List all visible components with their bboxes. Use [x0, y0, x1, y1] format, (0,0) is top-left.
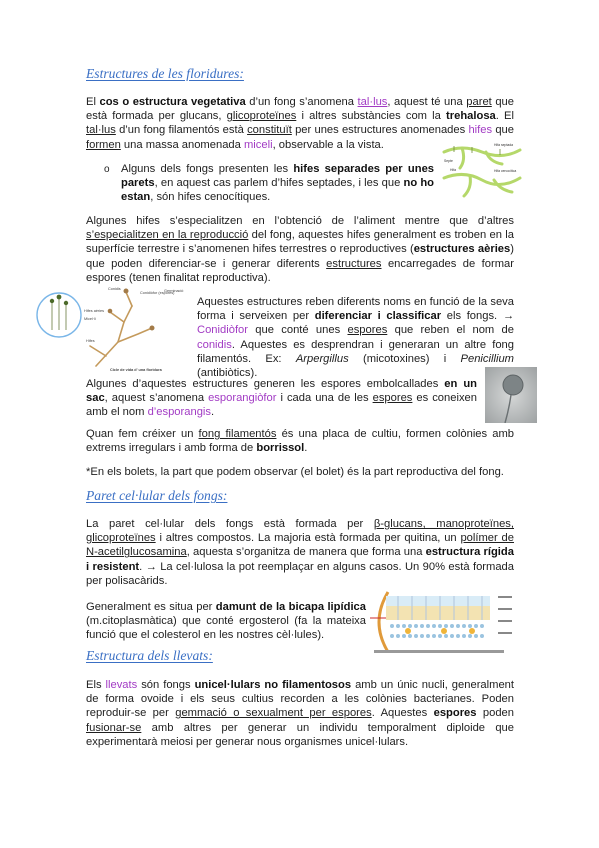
cycle-label-conidis: Conidis — [108, 287, 121, 291]
text-run: trehalosa — [446, 110, 496, 123]
text-run: hifes separades per unes parets — [121, 163, 435, 190]
text-run: , són — [150, 191, 178, 204]
text-run: d’un fong s’anomena — [245, 96, 358, 108]
text-run: , i les que — [352, 177, 404, 190]
cell-wall-figure — [368, 588, 516, 660]
hyphae-label-septe: Septe — [444, 159, 453, 163]
text-run: (antibiòtics). — [197, 367, 258, 380]
text-run: individu temporalment diploide — [319, 721, 486, 734]
text-run: El — [86, 96, 100, 108]
text-run: Generalment es situa per — [86, 601, 216, 613]
text-run: esporangiòfor — [208, 392, 277, 405]
text-run: ( — [406, 243, 414, 256]
paragraph-conidiofor — [197, 295, 514, 380]
text-run: conidis — [197, 338, 232, 351]
text-run: hifes terrestres o reproductives — [252, 243, 407, 256]
text-run: . — [304, 442, 308, 455]
mold-lifecycle-figure — [36, 282, 194, 372]
text-run: . El — [495, 110, 514, 123]
text-run: quitina — [404, 532, 438, 545]
text-run: poden — [476, 707, 514, 720]
text-run: (m.citoplasmàtica) que conté — [86, 615, 240, 628]
bullet-hifes-septades — [121, 162, 434, 205]
text-run: formen — [86, 138, 121, 151]
hyphae-label-septada: Hifa septada — [494, 143, 514, 147]
text-run: . → La cel·lulosa la pot reemplaçar en alguns casos. Un 90% està formada per polisacàrids. — [86, 560, 515, 587]
text-run: Aquestes estructures reben diferents noms en funció de la seva forma i serveixen per — [197, 296, 514, 323]
text-run: amb un únic nucli, generalment de forma ovoide i els seus cultius recorden a les colònies bacterianes. Poden reproduir-se per — [86, 679, 514, 720]
text-run: (tenen finalitat reproductiva). — [125, 271, 271, 284]
text-run: miceli — [243, 138, 273, 151]
text-run: paret — [466, 96, 492, 108]
text-run: β-glucans, manoproteïnes, glicoproteïnes — [86, 518, 514, 545]
text-run: Algunes d’aquestes estructures generen les espores embolcallades — [86, 378, 445, 390]
text-run: espores — [372, 392, 413, 405]
text-run: (micotoxines) i — [348, 352, 461, 365]
text-run: , en aquest cas parlem — [154, 177, 272, 190]
text-run: Quan fem créixer un — [86, 428, 199, 440]
text-run: Alguns dels fongs presenten les — [121, 163, 294, 175]
text-run: amb altres per generar un — [141, 721, 320, 734]
text-run: que — [492, 124, 514, 137]
text-run: damunt de la bicapa lipídica — [215, 601, 366, 613]
cycle-caption: Cicle de vida d' una floridura — [110, 368, 162, 372]
text-run: estructures — [326, 257, 382, 270]
text-run: que conté unes — [248, 324, 348, 337]
text-run: ergosterol — [239, 615, 289, 628]
text-run: i cada una de les — [276, 392, 373, 405]
text-run: estructura rígida i resistent — [86, 546, 514, 573]
text-run: i altres substàncies com la — [296, 110, 447, 123]
text-run: gemmació o sexualment per espores — [175, 707, 372, 720]
cycle-label-germinacio: Germinació — [164, 289, 184, 293]
text-run: és una placa de cultiu, formen colònies amb extrems irregulars i amb forma de — [86, 428, 515, 455]
text-run: d’hifes septades — [271, 177, 353, 190]
heading-floridures: Estructures de les floridures: — [86, 66, 244, 81]
heading-llevats: Estructura dels llevats: — [86, 648, 213, 663]
text-run: unicel·lulars no filamentosos — [194, 679, 352, 691]
text-run: en un sac — [86, 378, 477, 405]
paragraph-bicapa — [86, 600, 366, 643]
paragraph-paret — [86, 517, 514, 588]
text-run: ) que poden diferenciar-se i generar diferents — [86, 243, 514, 270]
text-run: per unes estructures anomenades — [291, 124, 469, 137]
hyphae-label-cenocitica: Hifa cenocítica — [494, 169, 517, 173]
text-run: , un — [437, 532, 461, 545]
text-run: són fongs — [137, 679, 195, 691]
text-run: d’esporangis — [147, 406, 212, 419]
text-run: diferenciar i classificar — [314, 310, 442, 323]
text-run: La paret cel·lular dels fongs està formada per — [86, 518, 374, 530]
text-run: fusionar-se — [86, 721, 142, 734]
paragraph-esporangiofor — [86, 377, 477, 420]
text-run: espores — [433, 707, 477, 720]
text-run: . Aquestes es desprendran i generaran un altre fong filamentós. Ex: — [197, 338, 514, 365]
text-run: espores — [86, 271, 126, 284]
text-run: (fa la mateixa funció que el colesterol en les nostres cèl·lules). — [86, 615, 367, 642]
cycle-label-hifes-aeries: Hifes aèries — [84, 309, 105, 313]
hyphae-figure — [442, 138, 522, 200]
text-run: . Aquestes — [371, 707, 434, 720]
text-run: hifes — [468, 124, 493, 137]
text-run: . — [267, 191, 271, 204]
sporangium-photo — [485, 367, 537, 423]
text-run: i altres compostos. La majoria està formada per — [155, 532, 405, 545]
text-run: no ho estan — [121, 177, 435, 204]
text-run: Conidiòfor — [197, 324, 248, 337]
cycle-label-hifes: Hifes — [86, 339, 95, 343]
text-run: els fongs. → — [441, 310, 515, 323]
text-run: borrissol — [256, 442, 305, 455]
cycle-label-conidiofor: Conidiòfor (espores) — [140, 291, 175, 295]
text-run: espores — [347, 324, 388, 337]
text-run: tal·lus — [357, 96, 388, 108]
text-run: fong filamentós — [198, 428, 277, 440]
text-run: s’especialitzen en la reproducció — [86, 229, 249, 242]
note-bolets: *En els bolets, la part que podem observar (el bolet) és la part reproductiva del fong. — [86, 466, 504, 478]
text-run: Algunes hifes s’especialitzen en l’obtenció de l’aliment mentre que d’altres — [86, 215, 514, 227]
paragraph-hifes-reproductives — [86, 214, 514, 285]
text-run: estructures aèries — [413, 243, 511, 256]
text-run: , aquesta s’organitza de manera que forma una — [186, 546, 426, 559]
hyphae-label-hifa: Hifa — [450, 168, 457, 172]
bullet-marker: o — [104, 164, 110, 175]
text-run: , observable a la vista. — [272, 138, 384, 151]
text-run: , aquest s’anomena — [104, 392, 209, 405]
text-run: una massa anomenada — [120, 138, 244, 151]
text-run: cos o estructura vegetativa — [99, 96, 246, 108]
text-run: polímer de N-acetilglucosamina — [86, 532, 514, 559]
text-run: Arpergillus — [295, 352, 349, 365]
text-run: d’un fong filamentós està — [115, 124, 248, 137]
text-run: encarregades de formar — [381, 257, 515, 270]
text-run: hifes cenocítiques — [177, 191, 268, 204]
text-run: Penicillium — [460, 352, 514, 365]
heading-paret-cellular: Paret cel·lular dels fongs: — [86, 488, 228, 503]
text-run: tal·lus — [86, 124, 116, 137]
cycle-label-miceli: Micel·li — [84, 317, 96, 321]
text-run: llevats — [105, 679, 138, 691]
text-run: glicoproteïnes — [226, 110, 297, 123]
text-run: que reben el nom de — [387, 324, 514, 337]
text-run: , aquest té una — [387, 96, 467, 108]
text-run: que està formada per glucans, — [86, 96, 514, 123]
text-run: del fong, aquestes hifes generalment es troben en la superfície terrestre i s’anomenen — [86, 229, 514, 256]
paragraph-placa-cultiu — [86, 427, 514, 455]
text-run: constituït — [247, 124, 292, 137]
text-run: . — [211, 406, 215, 419]
text-run: es coneixen amb el nom — [86, 392, 477, 419]
text-run: que experimentarà meiosi per generar nous organismes unicel·lulars. — [86, 721, 515, 748]
text-run: Els — [86, 679, 106, 691]
paragraph-llevats — [86, 678, 514, 749]
